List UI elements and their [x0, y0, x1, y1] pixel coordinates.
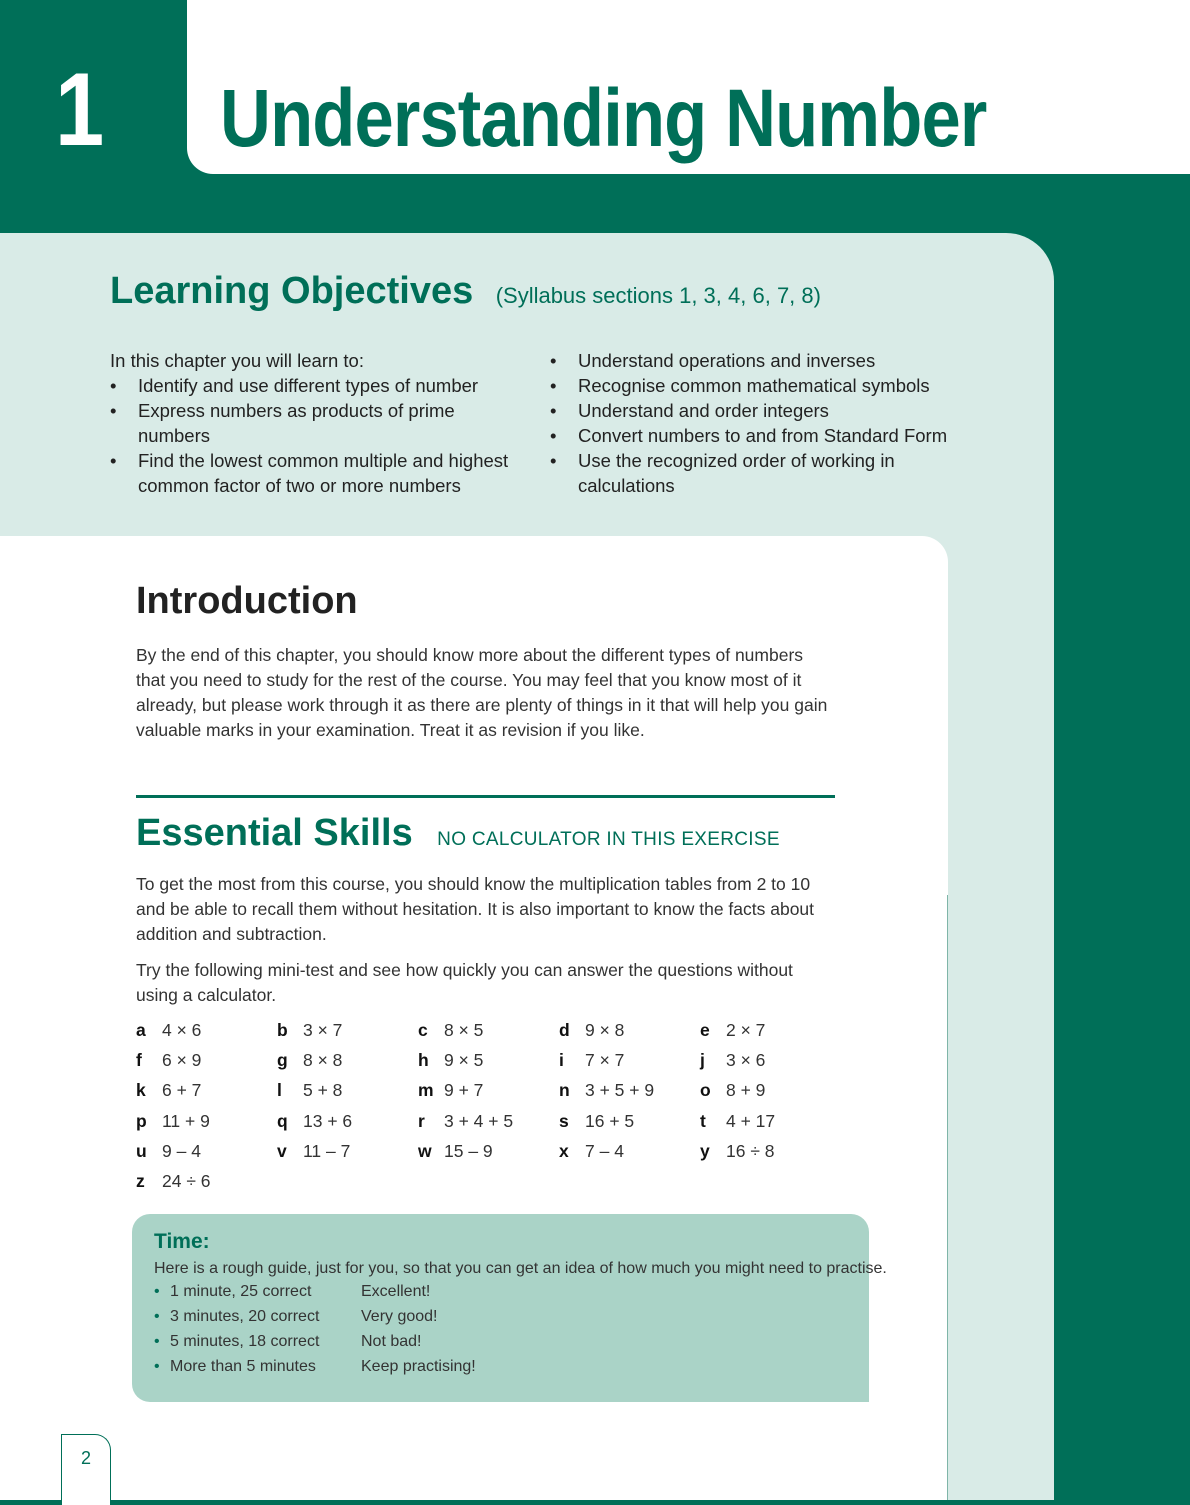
- question-item: [559, 1111, 634, 1132]
- question-item: [136, 1111, 210, 1132]
- question-item: [277, 1020, 342, 1041]
- objectives-left-column: [110, 348, 520, 498]
- time-row: • 5 minutes, 18 correct Not bad!: [154, 1333, 422, 1350]
- time-row-rating: Not bad!: [361, 1333, 422, 1350]
- time-row-rating: Excellent!: [361, 1283, 431, 1300]
- question-label: s: [559, 1111, 569, 1131]
- question-label: h: [418, 1050, 429, 1070]
- introduction-heading: Introduction: [136, 580, 358, 622]
- question-item: [418, 1141, 493, 1162]
- question-item: [277, 1080, 342, 1101]
- time-row-time: 5 minutes, 18 correct: [170, 1333, 320, 1350]
- essential-skills-para-2: Try the following mini-test and see how quickly you can answer the questions without using a calculator.: [136, 960, 793, 1005]
- question-expression: 11 – 7: [303, 1141, 351, 1161]
- time-row-rating: Keep practising!: [361, 1358, 476, 1375]
- question-expression: 9 + 7: [444, 1080, 484, 1100]
- question-expression: 16 ÷ 8: [726, 1141, 775, 1161]
- question-item: [559, 1080, 654, 1101]
- question-expression: 9 × 5: [444, 1050, 484, 1070]
- essential-skills-heading: [136, 812, 780, 855]
- question-item: [700, 1080, 765, 1101]
- question-label: l: [277, 1080, 282, 1100]
- question-expression: 5 + 8: [303, 1080, 343, 1100]
- question-item: [700, 1111, 775, 1132]
- time-row: • More than 5 minutes Keep practising!: [154, 1358, 476, 1375]
- question-item: [136, 1141, 201, 1162]
- time-row-rating: Very good!: [361, 1308, 438, 1325]
- section-rule: [136, 795, 835, 798]
- question-label: t: [700, 1111, 706, 1131]
- objectives-heading: [110, 270, 821, 313]
- question-label: o: [700, 1080, 711, 1100]
- time-row-time: 1 minute, 25 correct: [170, 1283, 312, 1300]
- essential-skills-title: Essential Skills: [136, 812, 413, 854]
- question-item: [136, 1020, 201, 1041]
- time-row: • 3 minutes, 20 correct Very good!: [154, 1308, 438, 1325]
- question-label: j: [700, 1050, 705, 1070]
- question-expression: 4 × 6: [162, 1020, 202, 1040]
- objective-item: • Convert numbers to and from Standard Form: [550, 423, 960, 448]
- question-label: v: [277, 1141, 287, 1161]
- question-label: y: [700, 1141, 710, 1161]
- question-label: a: [136, 1020, 146, 1040]
- question-item: [700, 1020, 765, 1041]
- question-label: c: [418, 1020, 428, 1040]
- question-label: w: [418, 1141, 432, 1161]
- question-label: u: [136, 1141, 147, 1161]
- objective-item: • Use the recognized order of working in calculations: [550, 448, 960, 498]
- question-item: [700, 1050, 765, 1071]
- question-label: m: [418, 1080, 434, 1100]
- question-item: [700, 1141, 775, 1162]
- question-item: [136, 1050, 201, 1071]
- time-row: • 1 minute, 25 correct Excellent!: [154, 1283, 431, 1300]
- time-row-time: More than 5 minutes: [170, 1358, 316, 1375]
- question-label: q: [277, 1111, 288, 1131]
- question-item: [418, 1080, 483, 1101]
- page-number: 2: [80, 1448, 91, 1468]
- chapter-number: 1: [55, 52, 105, 168]
- question-item: [559, 1020, 624, 1041]
- question-label: f: [136, 1050, 142, 1070]
- objective-item: • Understand operations and inverses: [550, 348, 960, 373]
- objective-item: • Identify and use different types of number: [110, 373, 520, 398]
- question-expression: 6 + 7: [162, 1080, 202, 1100]
- question-item: [418, 1111, 513, 1132]
- question-item: [559, 1050, 624, 1071]
- question-expression: 3 + 5 + 9: [585, 1080, 655, 1100]
- question-item: [418, 1050, 483, 1071]
- question-item: [277, 1050, 342, 1071]
- question-expression: 4 + 17: [726, 1111, 776, 1131]
- question-expression: 3 × 6: [726, 1050, 766, 1070]
- question-expression: 8 × 5: [444, 1020, 484, 1040]
- no-calculator-note: NO CALCULATOR IN THIS EXERCISE: [437, 829, 780, 850]
- question-item: [136, 1171, 211, 1192]
- question-expression: 15 – 9: [444, 1141, 493, 1161]
- question-label: r: [418, 1111, 425, 1131]
- question-label: p: [136, 1111, 147, 1131]
- question-expression: 13 + 6: [303, 1111, 353, 1131]
- question-item: [418, 1020, 483, 1041]
- card-edge-divider: [947, 895, 948, 1500]
- question-label: g: [277, 1050, 288, 1070]
- question-label: n: [559, 1080, 570, 1100]
- question-expression: 2 × 7: [726, 1020, 766, 1040]
- page-number-tab: [61, 1434, 111, 1505]
- question-label: k: [136, 1080, 146, 1100]
- objective-item: • Find the lowest common multiple and highest common factor of two or more numbers: [110, 448, 520, 498]
- time-row-time: 3 minutes, 20 correct: [170, 1308, 320, 1325]
- question-item: [136, 1080, 201, 1101]
- question-expression: 3 + 4 + 5: [444, 1111, 514, 1131]
- question-expression: 7 × 7: [585, 1050, 625, 1070]
- question-label: e: [700, 1020, 710, 1040]
- time-intro: Here is a rough guide, just for you, so that you can get an idea of how much you might need to practise.: [154, 1260, 887, 1277]
- question-item: [559, 1141, 624, 1162]
- introduction-text: By the end of this chapter, you should know more about the different types of numbers that you need to study for the rest of the course. You may feel that you know most of it already, but please work through it as there are plenty of things in it that will help you gain valuable marks in your examination. Treat it as revision if you like.: [136, 645, 828, 740]
- question-expression: 16 + 5: [585, 1111, 635, 1131]
- question-item: [277, 1141, 350, 1162]
- question-expression: 24 ÷ 6: [162, 1171, 211, 1191]
- objective-item: • Understand and order integers: [550, 398, 960, 423]
- question-expression: 7 – 4: [585, 1141, 624, 1161]
- objectives-title: Learning Objectives: [110, 270, 474, 312]
- objectives-intro: In this chapter you will learn to:: [110, 350, 364, 371]
- question-expression: 11 + 9: [162, 1111, 210, 1131]
- essential-skills-para-1: To get the most from this course, you should know the multiplication tables from 2 to 10 and be able to recall them without hesitation. It is also important to know the facts about addition and subtraction.: [136, 874, 815, 944]
- question-expression: 8 + 9: [726, 1080, 766, 1100]
- time-heading: Time:: [154, 1230, 210, 1253]
- question-expression: 3 × 7: [303, 1020, 343, 1040]
- question-label: x: [559, 1141, 569, 1161]
- question-expression: 6 × 9: [162, 1050, 202, 1070]
- question-expression: 9 × 8: [585, 1020, 625, 1040]
- objective-item: • Express numbers as products of prime numbers: [110, 398, 520, 448]
- objective-item: • Recognise common mathematical symbols: [550, 373, 960, 398]
- question-item: [277, 1111, 352, 1132]
- chapter-title: Understanding Number: [220, 73, 987, 164]
- question-expression: 8 × 8: [303, 1050, 343, 1070]
- question-label: z: [136, 1171, 145, 1191]
- syllabus-sections: (Syllabus sections 1, 3, 4, 6, 7, 8): [495, 283, 821, 308]
- question-label: i: [559, 1050, 564, 1070]
- question-expression: 9 – 4: [162, 1141, 201, 1161]
- objectives-right-column: [550, 348, 960, 498]
- question-label: b: [277, 1020, 288, 1040]
- question-label: d: [559, 1020, 570, 1040]
